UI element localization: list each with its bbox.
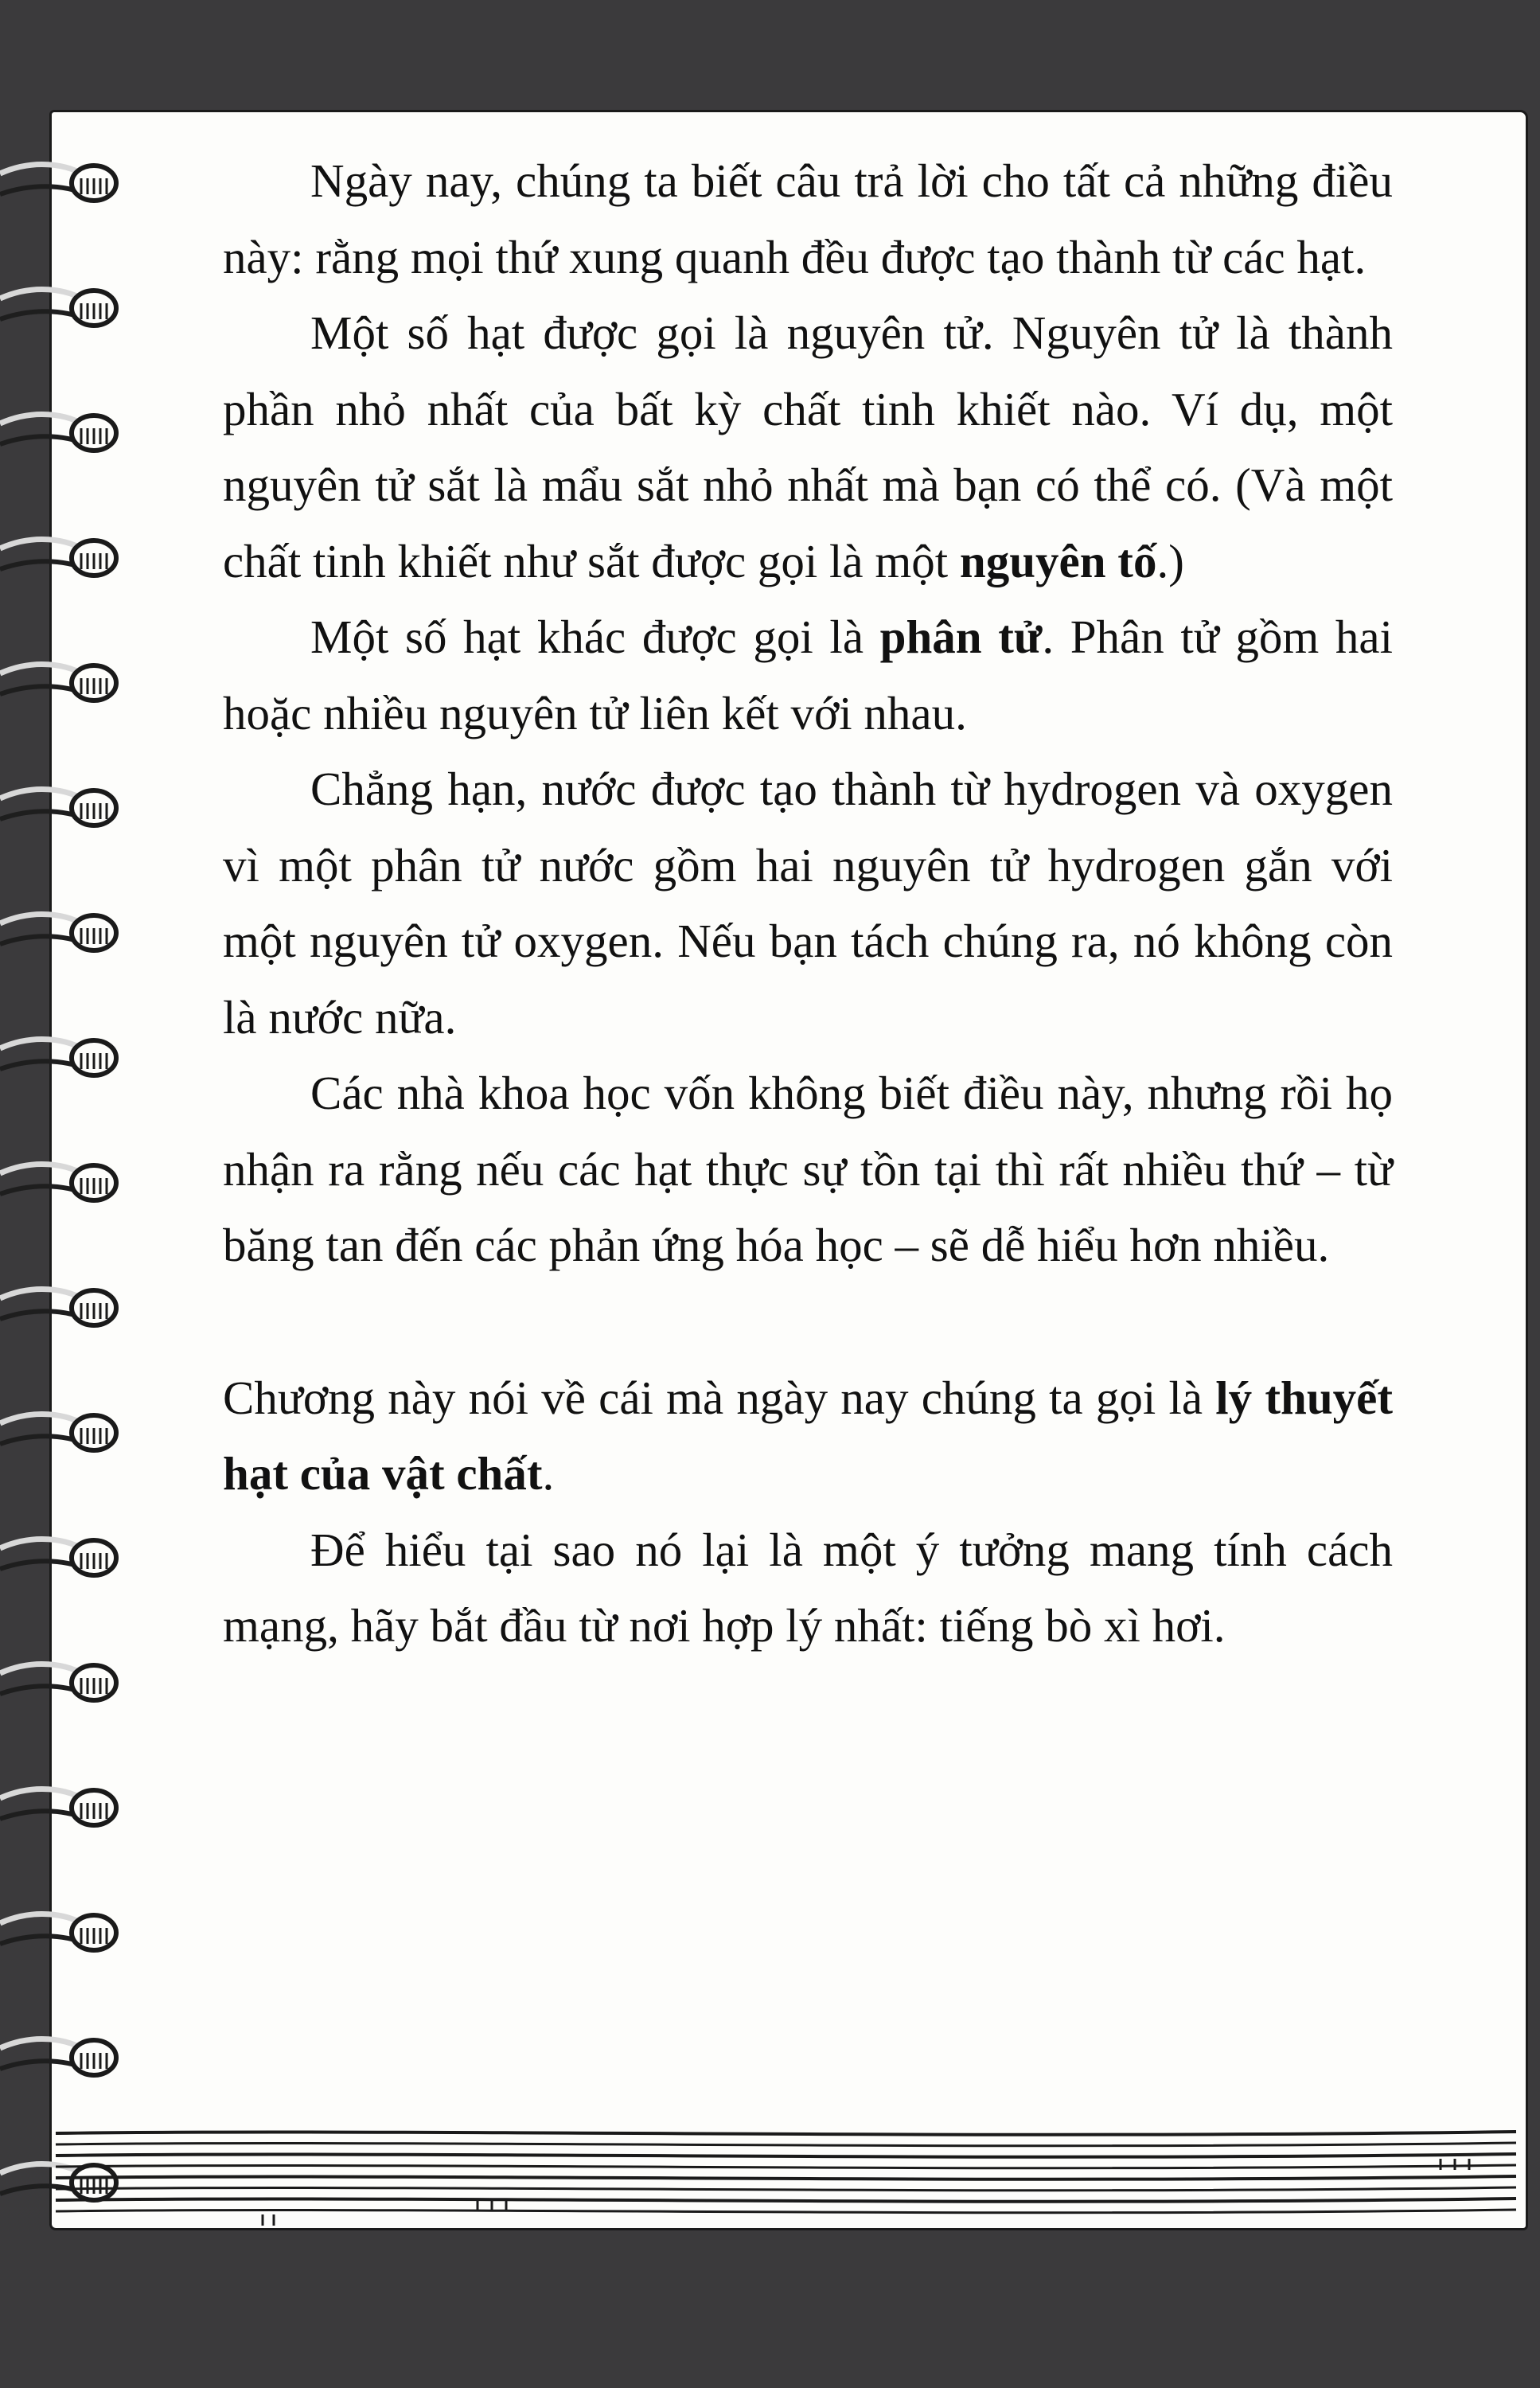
page-edge-line (56, 2187, 1516, 2191)
spiral-ring (0, 790, 116, 825)
spiral-ring (0, 1040, 116, 1075)
spiral-ring (0, 540, 116, 576)
page-edge-line (56, 2210, 1516, 2213)
paragraph-4: Chẳng hạn, nước được tạo thành từ hydrogen và oxygen vì một phân tử nước gồm hai nguyên tử hydrogen gắn với một nguyên tử oxygen. Nếu bạn tách chúng ra, nó không còn là nước nữa. (223, 763, 1393, 1044)
term-phan-tu: phân tử (879, 611, 1043, 663)
spiral-ring (0, 665, 116, 700)
spiral-ring (0, 2039, 116, 2075)
spiral-ring (0, 1290, 116, 1325)
spiral-ring (0, 1414, 116, 1450)
page-edges-icon (56, 2132, 1516, 2226)
spiral-ring (0, 1664, 116, 1700)
spiral-ring (0, 290, 116, 326)
spiral-ring (0, 165, 116, 201)
page-edge-line (56, 2132, 1516, 2135)
page-edge-line (56, 2165, 1516, 2168)
page-edge-line (56, 2176, 1516, 2179)
spiral-ring (0, 1539, 116, 1575)
page-edge-line (56, 2199, 1516, 2202)
term-nguyen-to: nguyên tố (959, 534, 1157, 587)
page-edge-line (56, 2154, 1516, 2157)
paragraph-2: Một số hạt được gọi là nguyên tử. Nguyên tử là thành phần nhỏ nhất của bất kỳ chất tinh khiết nào. Ví dụ, một nguyên tử sắt là mẩu sắt nhỏ nhất mà bạn có thể có. (Và một chất tinh khiết như sắt được gọi là một nguyên tố.) (223, 306, 1393, 587)
spiral-ring (0, 2164, 116, 2200)
paragraph-7: Để hiểu tại sao nó lại là một ý tưởng mang tính cách mạng, hãy bắt đầu từ nơi hợp lý nhất: tiếng bò xì hơi. (223, 1523, 1393, 1652)
spiral-binding-icon (0, 165, 116, 2200)
spiral-ring (0, 915, 116, 950)
spiral-ring (0, 415, 116, 451)
spiral-ring (0, 1165, 116, 1200)
term-ly-thuyet-hat: lý thuyết hạt của vật chất (223, 1371, 1393, 1500)
spiral-ring (0, 1789, 116, 1825)
paragraph-3: Một số hạt khác được gọi là phân tử. Phân tử gồm hai hoặc nhiều nguyên tử liên kết với nhau. (223, 611, 1394, 739)
body-text (223, 143, 1393, 1664)
paragraph-5: Các nhà khoa học vốn không biết điều này, nhưng rồi họ nhận ra rằng nếu các hạt thực sự tồn tại thì rất nhiều thứ – từ băng tan đến các phản ứng hóa học – sẽ dễ hiểu hơn nhiều. (223, 1067, 1393, 1271)
paragraph-1: Ngày nay, chúng ta biết câu trả lời cho tất cả những điều này: rằng mọi thứ xung quanh đều được tạo thành từ các hạt. (223, 154, 1393, 283)
paragraph-6: Chương này nói về cái mà ngày nay chúng ta gọi là lý thuyết hạt của vật chất. (223, 1371, 1393, 1500)
spiral-ring (0, 1914, 116, 1950)
page-edge-line (56, 2143, 1516, 2146)
